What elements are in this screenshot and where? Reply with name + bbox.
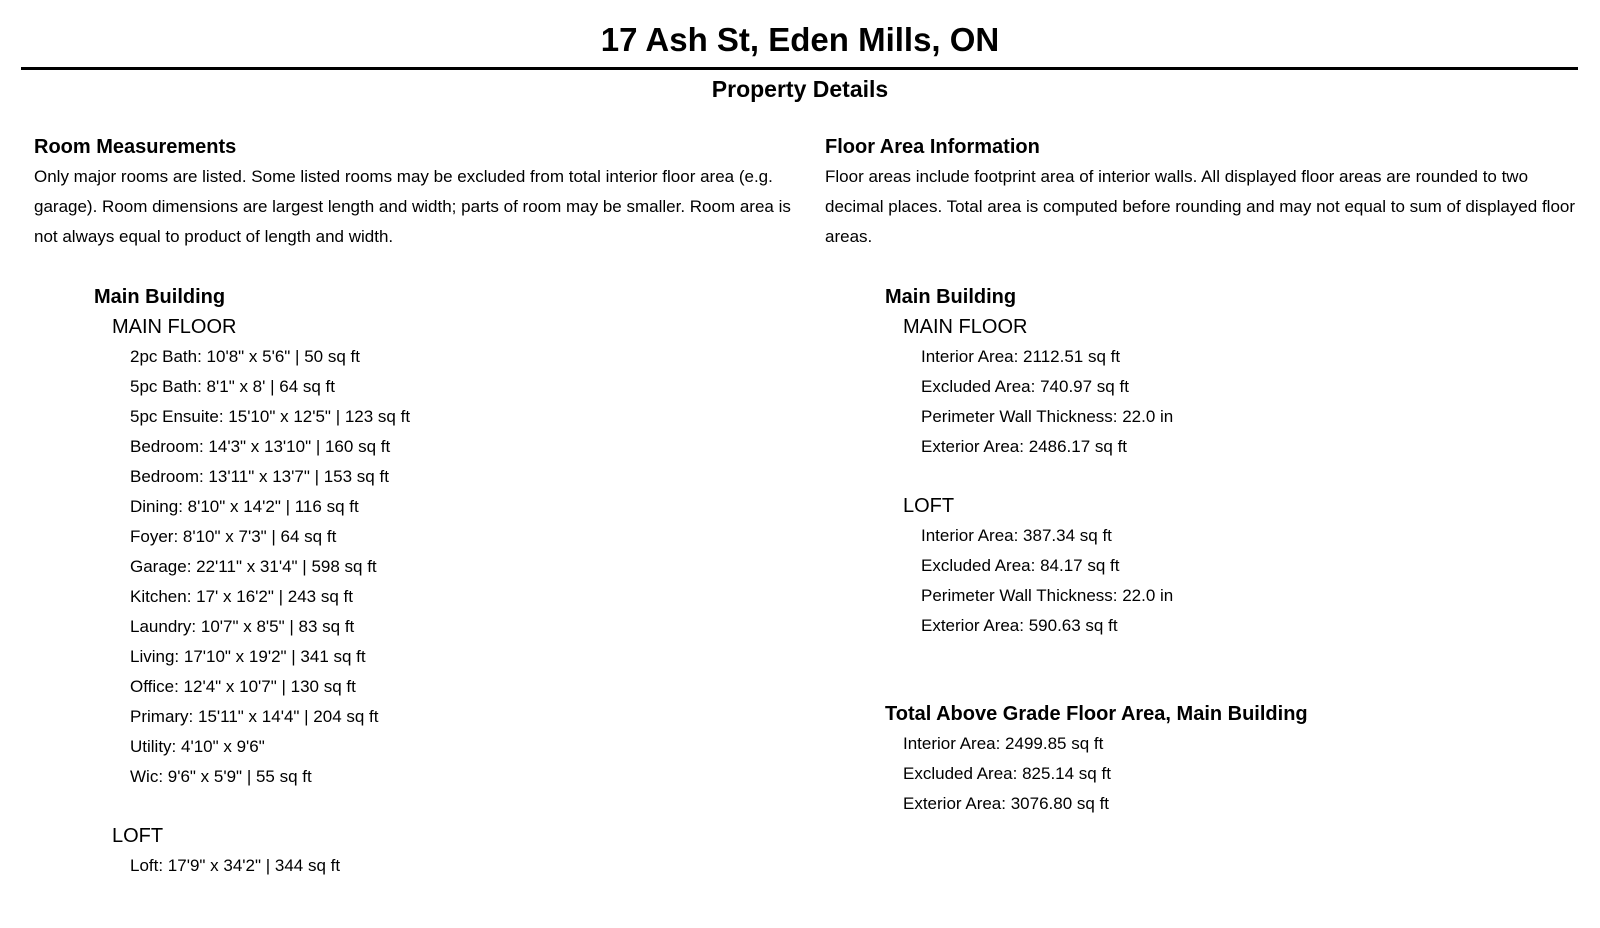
room-list [130,342,794,792]
area-item: Interior Area: 2112.51 sq ft [921,347,1121,366]
floor-area-section [825,135,1590,819]
room-item: Loft: 17'9" x 34'2" | 344 sq ft [130,856,341,875]
room-floor-main [112,312,794,792]
floor-name: MAIN FLOOR [903,316,1028,338]
area-item: Perimeter Wall Thickness: 22.0 in [921,586,1174,605]
total-area-item: Exterior Area: 3076.80 sq ft [903,794,1110,813]
page-subtitle: Property Details [711,76,889,102]
total-area-heading: Total Above Grade Floor Area, Main Building [885,703,1308,725]
room-item: Dining: 8'10" x 14'2" | 116 sq ft [130,497,359,516]
area-list [921,342,1590,462]
area-item: Interior Area: 387.34 sq ft [921,526,1112,545]
room-item: 5pc Ensuite: 15'10" x 12'5" | 123 sq ft [130,407,411,426]
room-item: Bedroom: 14'3" x 13'10" | 160 sq ft [130,437,391,456]
area-item: Excluded Area: 740.97 sq ft [921,377,1129,396]
floor-spacer [94,792,794,821]
room-item: Primary: 15'11" x 14'4" | 204 sq ft [130,707,379,726]
area-item: Exterior Area: 2486.17 sq ft [921,437,1128,456]
floor-name: LOFT [903,495,955,517]
room-item: Utility: 4'10" x 9'6" [130,737,265,756]
room-item: Wic: 9'6" x 5'9" | 55 sq ft [130,767,312,786]
total-area-item: Excluded Area: 825.14 sq ft [903,764,1111,783]
building-name: Main Building [885,286,1017,308]
area-building-block [885,282,1590,641]
page-title: 17 Ash St, Eden Mills, ON [600,21,1000,58]
area-list [921,521,1590,641]
room-item: 2pc Bath: 10'8" x 5'6" | 50 sq ft [130,347,360,366]
room-building-block [94,282,794,881]
room-item: Garage: 22'11" x 31'4" | 598 sq ft [130,557,377,576]
floor-area-description: Floor areas include footprint area of interior walls. All displayed floor areas are rounded to two decimal places. Total area is computed before rounding and may not equal to sum of displayed floor areas. [825,167,1576,246]
floor-spacer [885,462,1590,491]
room-item: Office: 12'4" x 10'7" | 130 sq ft [130,677,356,696]
room-measurements-section [34,135,794,881]
area-floor-loft [903,491,1590,641]
room-item: Foyer: 8'10" x 7'3" | 64 sq ft [130,527,337,546]
floor-name: LOFT [112,825,164,847]
building-name: Main Building [94,286,226,308]
area-item: Excluded Area: 84.17 sq ft [921,556,1120,575]
total-area-list [903,729,1590,819]
area-floor-main [903,312,1590,462]
floor-area-heading: Floor Area Information [825,136,1040,158]
room-item: Kitchen: 17' x 16'2" | 243 sq ft [130,587,353,606]
area-item: Perimeter Wall Thickness: 22.0 in [921,407,1174,426]
room-measurements-description: Only major rooms are listed. Some listed rooms may be excluded from total interior floor area (e.g. garage). Room dimensions are largest length and width; parts of room may be smaller. Room area is not always equal to product of length and width. [34,167,791,246]
room-item: 5pc Bath: 8'1" x 8' | 64 sq ft [130,377,336,396]
room-item: Living: 17'10" x 19'2" | 341 sq ft [130,647,366,666]
room-measurements-heading: Room Measurements [34,136,237,158]
room-floor-loft [112,821,794,881]
total-area-block [885,699,1590,819]
room-item: Bedroom: 13'11" x 13'7" | 153 sq ft [130,467,389,486]
room-list [130,851,794,881]
floor-name: MAIN FLOOR [112,316,237,338]
title-divider [21,67,1578,70]
room-item: Laundry: 10'7" x 8'5" | 83 sq ft [130,617,355,636]
total-area-item: Interior Area: 2499.85 sq ft [903,734,1104,753]
area-item: Exterior Area: 590.63 sq ft [921,616,1118,635]
